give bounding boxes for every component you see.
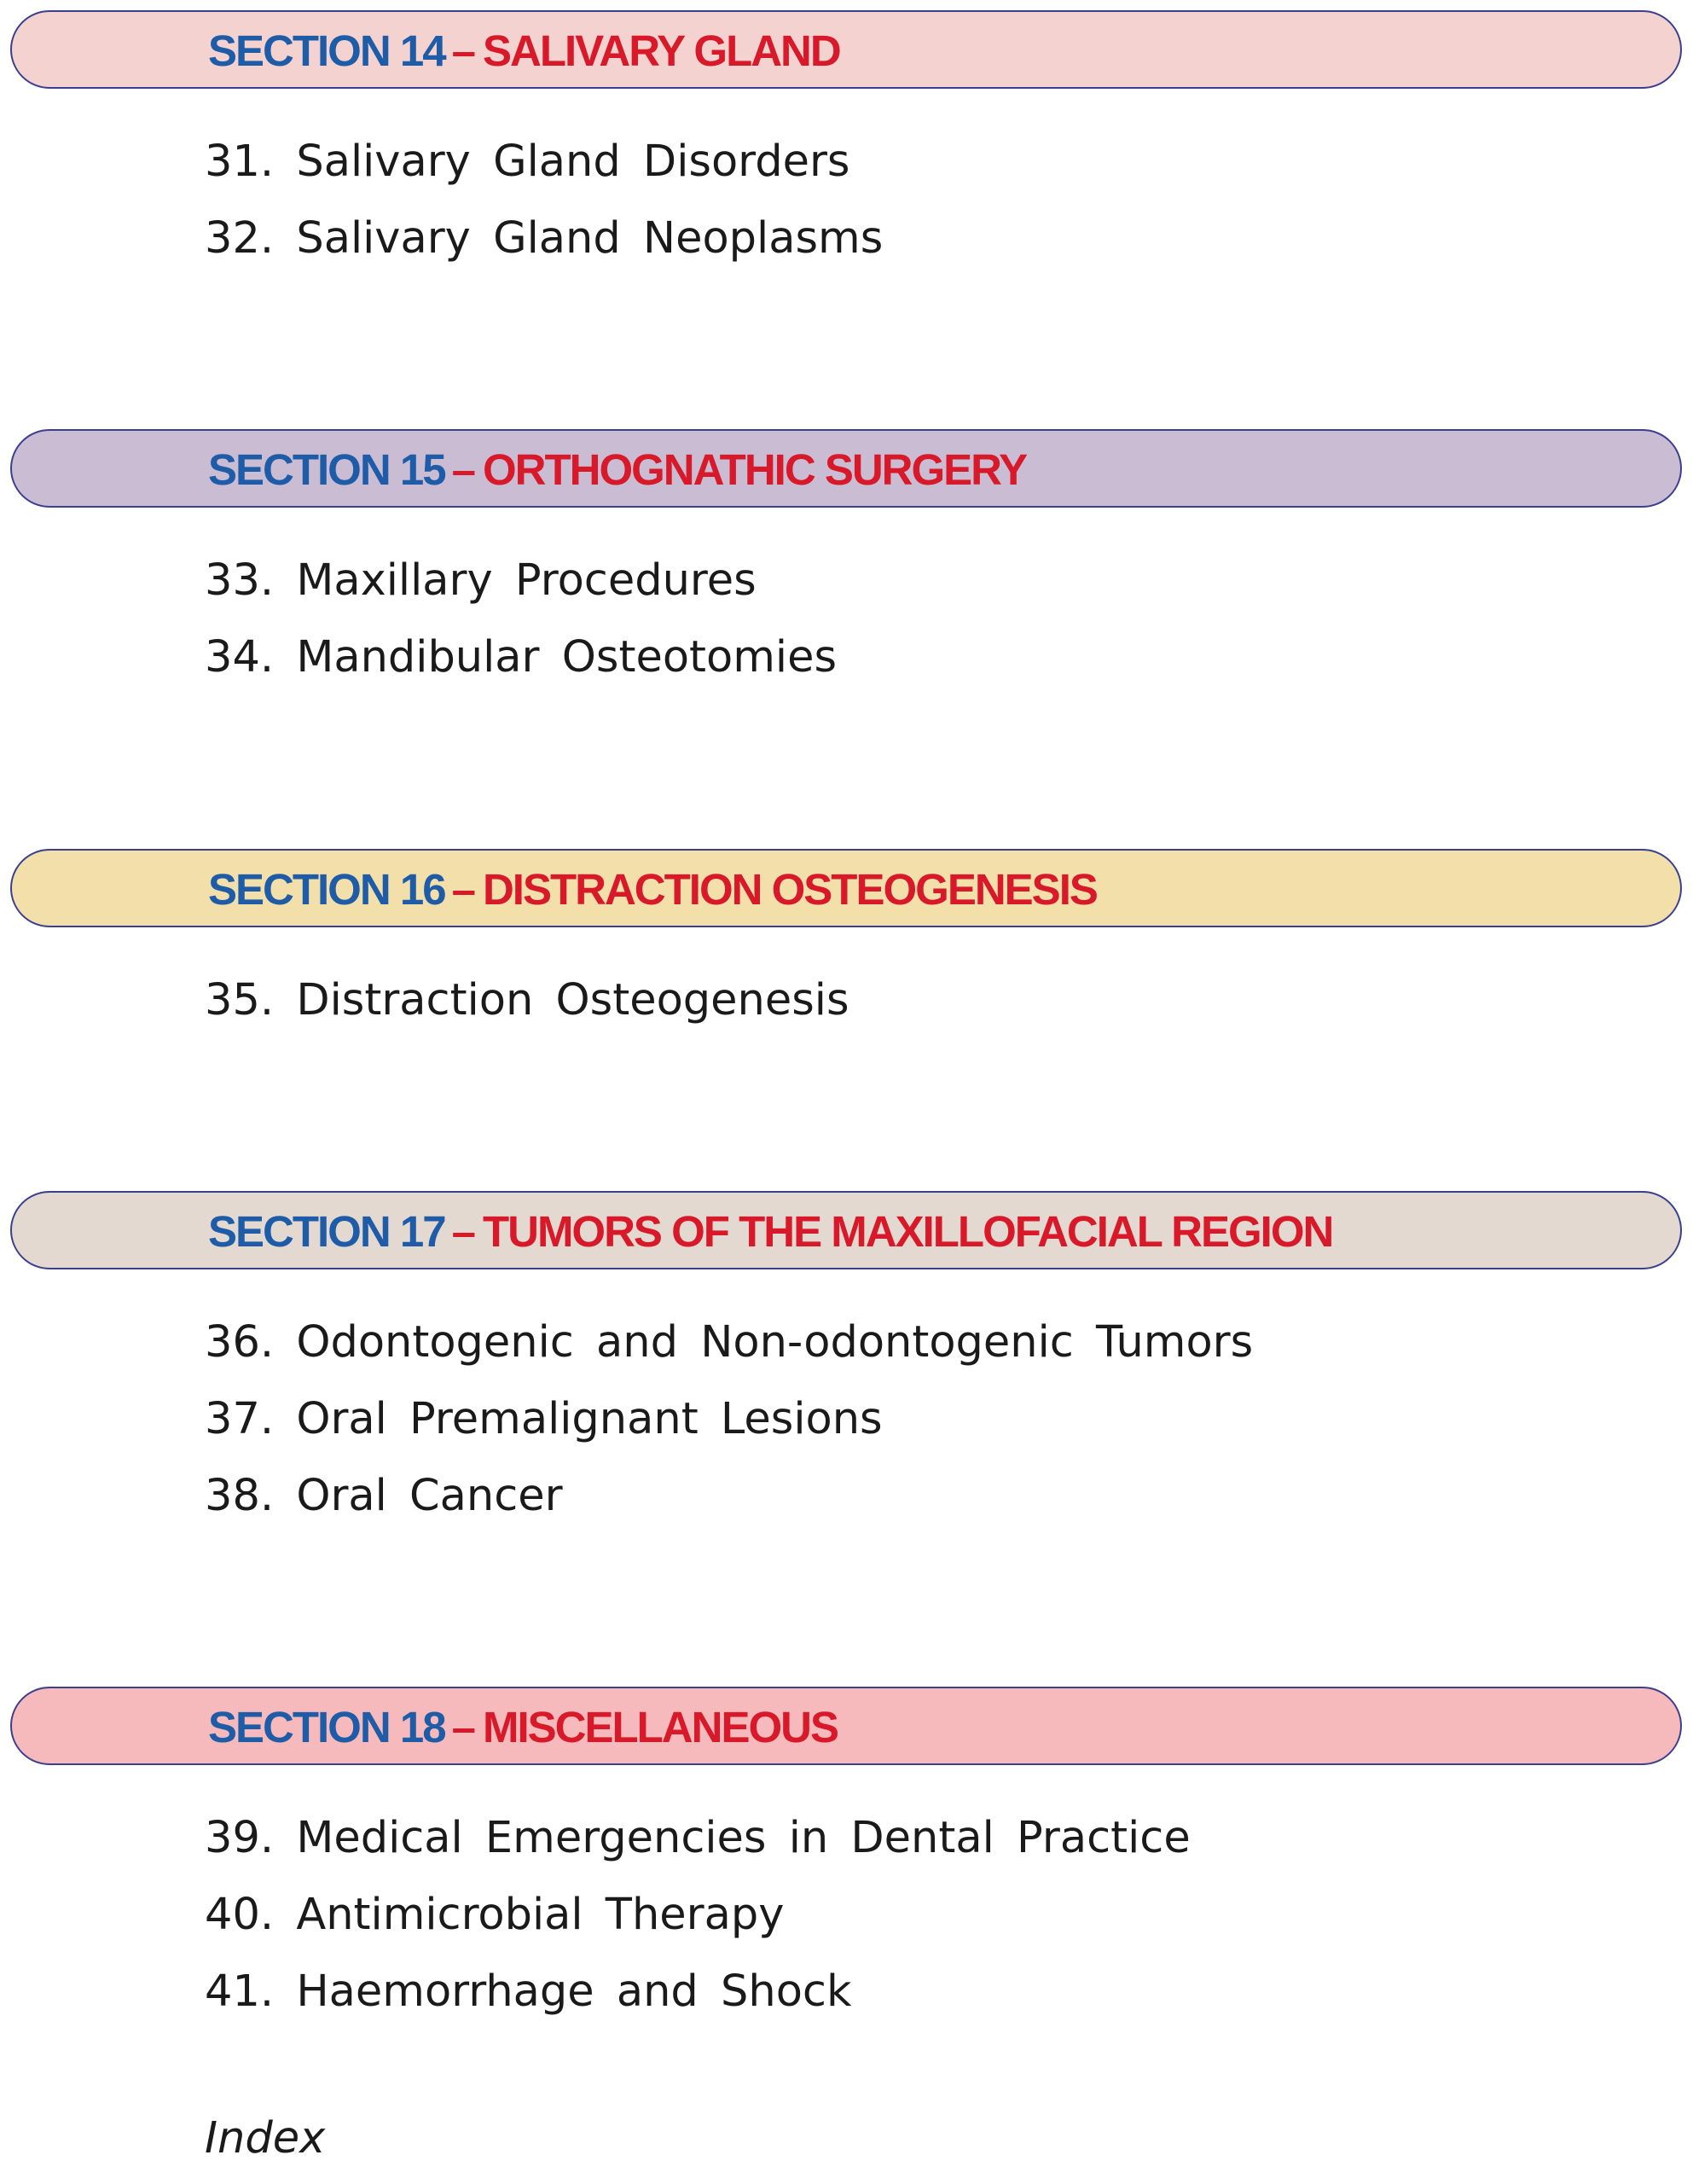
chapter-item[interactable]: 36. Odontogenic and Non-odontogenic Tumors [205, 1317, 1254, 1368]
section-title: DISTRACTION OSTEOGENESIS [482, 865, 1097, 914]
section-number: SECTION 15 [208, 445, 445, 494]
chapter-item[interactable]: 41. Haemorrhage and Shock [205, 1966, 852, 2017]
chapter-list [205, 543, 837, 696]
section-heading [208, 431, 1026, 509]
chapter-item[interactable]: 37. Oral Premalignant Lesions [205, 1394, 883, 1444]
section-banner [10, 849, 1682, 927]
chapter-item[interactable]: 31. Salivary Gland Disorders [205, 136, 850, 187]
section-dash: – [451, 1703, 474, 1751]
section-banner [10, 1687, 1682, 1765]
chapter-item[interactable]: 39. Medical Emergencies in Dental Practice [205, 1813, 1191, 1863]
section-banner [10, 10, 1682, 89]
chapter-item[interactable]: 32. Salivary Gland Neoplasms [205, 213, 884, 264]
section-heading [208, 1688, 838, 1767]
section-heading [208, 1193, 1332, 1271]
section-title: ORTHOGNATHIC SURGERY [482, 445, 1027, 494]
chapter-item[interactable]: 34. Mandibular Osteotomies [205, 632, 838, 682]
section-banner [10, 429, 1682, 508]
chapter-list [205, 1304, 1253, 1535]
section-title: TUMORS OF THE MAXILLOFACIAL REGION [482, 1207, 1333, 1256]
section-heading [208, 12, 840, 90]
section-dash: – [451, 865, 474, 914]
chapter-list [205, 962, 849, 1039]
section-number: SECTION 18 [208, 1703, 445, 1751]
section-number: SECTION 16 [208, 865, 445, 914]
chapter-item[interactable]: 33. Maxillary Procedures [205, 555, 757, 606]
chapter-item[interactable]: 35. Distraction Osteogenesis [205, 975, 849, 1025]
section-number: SECTION 17 [208, 1207, 445, 1256]
index-link[interactable]: Index [205, 2113, 326, 2164]
section-dash: – [451, 445, 474, 494]
chapter-list [205, 124, 883, 277]
chapter-list [205, 1800, 1191, 2030]
section-title: MISCELLANEOUS [482, 1703, 838, 1751]
section-title: SALIVARY GLAND [482, 26, 840, 75]
section-dash: – [451, 1207, 474, 1256]
section-number: SECTION 14 [208, 26, 445, 75]
section-banner [10, 1191, 1682, 1269]
section-heading [208, 851, 1097, 929]
chapter-item[interactable]: 40. Antimicrobial Therapy [205, 1890, 785, 1940]
chapter-item[interactable]: 38. Oral Cancer [205, 1471, 563, 1521]
section-dash: – [451, 26, 474, 75]
